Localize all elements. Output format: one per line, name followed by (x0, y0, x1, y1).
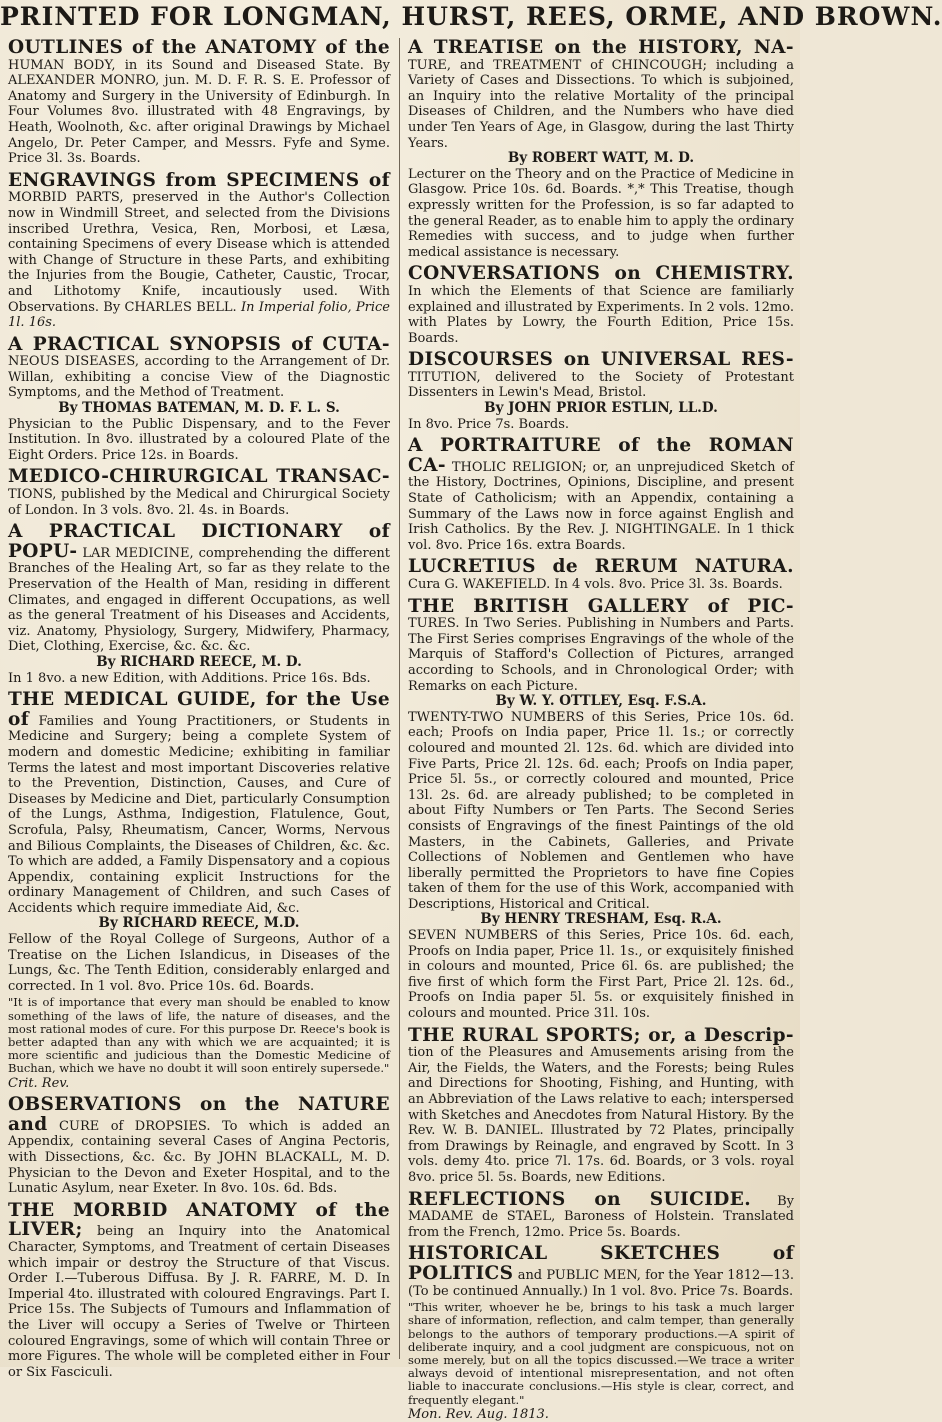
entry-body-3: The Tenth Edition, considerably enlarged and corrected. In 1 vol. 8vo. Price 10s. 6d. Boards. (8, 963, 390, 994)
advertisement-entry (8, 1095, 390, 1197)
entry-body: HUMAN BODY, in its Sound and Diseased State. By ALEXANDER MONRO, jun. M. D. F. R. S. E. Professor of Anatomy and Surgery in the University of Edinburgh. In Four Volumes 8vo. illustrated with 48 Engravings, by Heath, Woolnoth, &c. after original Drawings by Michael Angelo, Dr. Peter Camper, and Messrs. Fyfe and Syme. Price 3l. 3s. Boards. (8, 57, 390, 167)
entry-author: By RICHARD REECE, M.D. (98, 915, 300, 932)
advertisement-entry (8, 171, 390, 331)
advertisement-entry (408, 38, 794, 260)
entry-body: TIONS, published by the Medical and Chirurgical Society of London. In 3 vols. 8vo. 2l. 4s. in Boards. (8, 487, 390, 518)
entry-author-2: By HENRY TRESHAM, Esq. R.A. (480, 911, 722, 928)
advertisement-entry (408, 557, 794, 592)
entry-author: By W. Y. OTTLEY, Esq. F.S.A. (495, 693, 707, 710)
entry-price: In Imperial folio, Price 1l. 16s. (8, 299, 391, 331)
advertisement-entry (408, 1026, 794, 1186)
entry-body: CURE of DROPSIES. To which is added an Appendix, containing several Cases of Angina Pectoris, with Dissections, &c. &c. By JOHN BLACKALL, M. D. Physician to the Devon and Exeter Hospital, and to the Lunatic Asylum, near Exeter. In 8vo. 10s. 6d. Bds. (8, 1118, 390, 1197)
advertisement-entry (8, 335, 390, 464)
entry-body-3: *,* This Treatise, though expressly written for the Profession, is so far adapted to the general Reader, as to enable him to apply the ordinary Remedies with success, and to judge when further medical assistance is necessary. (408, 182, 794, 260)
entry-body-2: Physician to the Public Dispensary, and to the Fever Institution. In 8vo. illustrated by a coloured Plate of the Eight Orders. Price 12s. in Boards. (8, 416, 390, 463)
page-header: PRINTED FOR LONGMAN, HURST, REES, ORME, AND BROWN. (0, 2, 942, 31)
entry-quote: "It is of importance that every man should be enabled to know something of the laws of life, the nature of diseases, and the most rational modes of cure. For this purpose Dr. Reece's book is better adapted than any with which we are acquainted; it is more scientific and judicious than the Domestic Medicine of Buchan, which we have no doubt it will soon entirely supersede." (8, 995, 390, 1076)
entry-title: THE MORBID ANATOMY of the LIVER; (8, 1199, 390, 1241)
advertisement-entry (408, 1244, 794, 1422)
advertisement-entry (408, 597, 794, 1022)
entry-citation: Mon. Rev. Aug. 1813. (408, 1406, 549, 1422)
entry-title: DISCOURSES on UNIVERSAL RES- (408, 349, 794, 371)
left-column (8, 37, 391, 1380)
advertisement-entry (8, 1201, 390, 1381)
entry-body-2: In 1 8vo. a new Edition, with Additions. Price 16s. Bds. (8, 670, 371, 686)
entry-body: tion of the Pleasures and Amusements arising from the Air, the Fields, the Waters, and the Forests; being Rules and Directions for Shooting, Fishing, and Hunting, with an Abbreviation of the Laws relative to each; interspersed with Sketches and Anecdotes from Natural History. By the Rev. W. B. DANIEL. Illustrated by 72 Plates, principally from Drawings by Reinagle, and engraved by Scott. In 3 vols. demy 4to. price 7l. 17s. 6d. Boards, or 3 vols. royal 8vo. price 5l. 5s. Boards, new Editions. (408, 1045, 794, 1185)
entry-title: THE RURAL SPORTS; or, a Descrip- (408, 1024, 794, 1046)
advertisement-entry (8, 690, 390, 1091)
entry-title: MEDICO-CHIRURGICAL TRANSAC- (8, 466, 390, 488)
entry-title: OUTLINES of the ANATOMY of the (8, 37, 390, 58)
entry-title: A PRACTICAL DICTIONARY of POPU- (8, 521, 390, 562)
entry-body: being an Inquiry into the Anatomical Character, Symptoms, and Treatment of certain Diseases which impair or destroy the Structure of that Viscus. Order I.—Tuberous Diffusa. By J. R. FARRE, M. D. In Imperial 4to. illustrated with coloured Engravings. Part I. Price 15s. The Subjects of Tumours and Inflammation of the Liver will occupy a Series of Twelve or Thirteen coloured Engravings, some of which will contain Three or more Figures. The whole will be completed either in Four or Six Fasciculi. (8, 1224, 390, 1380)
entry-body-2: Lecturer on the Theory and on the Practice of Medicine in Glasgow. Price 10s. 6d. Boards. (408, 166, 794, 198)
entry-title: THE BRITISH GALLERY of PIC- (408, 595, 794, 617)
entry-body: LAR MEDICINE, comprehending the different Branches of the Healing Art, so far as they relate to the Preservation of the Health of Man, residing in different Climates, and engaged in different Occupations, as well as the general Treatment of his Diseases and Accidents, viz. Anatomy, Physiology, Surgery, Midwifery, Pharmacy, Diet, Clothing, Exercise, &c. &c. &c. (8, 545, 390, 655)
entry-title: REFLECTIONS on SUICIDE. (408, 1188, 752, 1210)
entry-body: TURES. In Two Series. Publishing in Numbers and Parts. The First Series comprises Engravings of the whole of the Marquis of Stafford's Collection of Pictures, arranged according to Schools, and in Chronological Order; with Remarks on each Picture. (408, 616, 794, 694)
entry-body-3: The Second Series consists of Engravings of the finest Paintings of the old Masters, in the Cabinets, Galleries, and Private Collections of Noblemen and Gentlemen who have liberally permitted the Proprietors to have fine Copies taken of them for the use of this Work, accompanied with Descriptions, Historical and Critical. (408, 803, 794, 912)
entry-body: TITUTION, delivered to the Society of Protestant Dissenters in Lewin's Mead, Bristol. (408, 369, 794, 401)
advertisement-entry (408, 350, 794, 432)
entry-body: TURE, and TREATMENT of CHINCOUGH; including a Variety of Cases and Dissections. To which is subjoined, an Inquiry into the relative Mortality of the principal Diseases of Children, and the Numbers who have died under Ten Years of Age, in Glasgow, during the last Thirty Years. (408, 57, 794, 151)
entry-author: By ROBERT WATT, M. D. (507, 150, 695, 167)
entry-author: By THOMAS BATEMAN, M. D. F. L. S. (58, 400, 340, 417)
entry-body: By MADAME de STAEL, Baroness of Holstein. Translated from the French, 12mo. Price 5s. Boards. (408, 1193, 794, 1240)
advertisement-entry (408, 436, 794, 553)
entry-title: A PRACTICAL SYNOPSIS of CUTA- (8, 333, 390, 355)
entry-title: A TREATISE on the HISTORY, NA- (408, 37, 794, 58)
entry-title: OBSERVATIONS on the NATURE and (8, 1094, 390, 1135)
entry-body-2: Fellow of the Royal College of Surgeons, Author of a Treatise on the Lichen Islandicus, in Diseases of the Lungs, &c. (8, 932, 390, 979)
entry-body: NEOUS DISEASES, according to the Arrangement of Dr. Willan, exhibiting a concise View of the Diagnostic Symptoms, and the Method of Treatment. (8, 354, 390, 401)
entry-body-4: SEVEN NUMBERS of this Series, Price 10s. 6d. each, Proofs on India paper, Price 1l. 1s., or exquisitely finished in colours and mounted, Price 6l. 6s. are published; the five first of which form the First Part, Price 2l. 12s. 6d., Proofs on India paper 5l. 5s. or exquisitely finished in colours and mounted. Price 31l. 10s. (408, 928, 794, 1022)
entry-citation: Crit. Rev. (8, 1075, 70, 1091)
entry-title: A PORTRAITURE of the ROMAN CA- (408, 435, 794, 476)
entry-body: THOLIC RELIGION; or, an unprejudiced Sketch of the History, Doctrines, Opinions, Discipline, and present State of Catholicism; with an Appendix, containing a Summary of the Laws now in force against English and Irish Catholics. By the Rev. J. NIGHTINGALE. In 1 thick vol. 8vo. Price 16s. extra Boards. (408, 459, 794, 553)
advertisement-entry (408, 1190, 794, 1241)
advertisement-entry (408, 264, 794, 346)
entry-quote: "This writer, whoever he be, brings to his task a much larger share of information, reflection, and calm temper, than generally belongs to the authors of temporary productions.—A spirit of deliberate inquiry, and a cool judgment are conspicuous, not on some merely, but on all the topics discussed.—We trace a writer always devoid of intentional misrepresentation, and not often liable to inaccurate conclusions.—His style is clear, correct, and frequently elegant." (408, 1300, 794, 1407)
advertisement-entry (8, 38, 390, 167)
column-divider (399, 38, 400, 1359)
advertisement-entry (8, 467, 390, 518)
entry-body: MORBID PARTS, preserved in the Author's Collection now in Windmill Street, and selected from the Divisions inscribed Urethra, Vesica, Ren, Morbosi, et Læsa, containing Specimens of every Disease which is attended with Change of Structure in these Parts, and exhibiting the Injuries from the Bougie, Catheter, Caustic, Trocar, and Lithotomy Knife, incautiously used. With Observations. By CHARLES BELL. (8, 190, 390, 315)
advertisement-entry (8, 522, 390, 686)
entry-body: and PUBLIC MEN, for the Year 1812—13. (To be continued Annually.) In 1 vol. 8vo. Price 7s. Boards. (408, 1267, 794, 1299)
entry-author: By RICHARD REECE, M. D. (96, 653, 302, 670)
entry-title: LUCRETIUS de RERUM NATURA. (408, 556, 794, 578)
entry-title: THE MEDICAL GUIDE, for the Use of (8, 689, 390, 730)
entry-body-2: In 8vo. Price 7s. Boards. (408, 416, 570, 432)
entry-body-2: TWENTY-TWO NUMBERS of this Series, Price 10s. 6d. each; Proofs on India paper, Price 1l. 1s.; or correctly coloured and mounted 2l. 12s. 6d. which are divided into Five Parts, Price 2l. 12s. 6d. each; Proofs on India paper, Price 5l. 5s., or correctly coloured and mounted, Price 13l. 2s. 6d. are already published; to be completed in about Fifty Numbers or Ten Parts. (408, 709, 794, 819)
entry-title: ENGRAVINGS from SPECIMENS of (8, 169, 390, 191)
entry-title: HISTORICAL SKETCHES of POLITICS (408, 1243, 794, 1284)
entry-title: CONVERSATIONS on CHEMISTRY. (408, 263, 794, 285)
entry-body: In which the Elements of that Science are familiarly explained and illustrated by Experiments. In 2 vols. 12mo. with Plates by Lowry, the Fourth Edition, Price 15s. Boards. (408, 283, 794, 346)
entry-author: By JOHN PRIOR ESTLIN, LL.D. (484, 400, 718, 417)
right-column (408, 37, 794, 1422)
entry-body: Cura G. WAKEFIELD. In 4 vols. 8vo. Price 3l. 3s. Boards. (408, 577, 783, 592)
entry-body: Families and Young Practitioners, or Students in Medicine and Surgery; being a complete System of modern and domestic Medicine; exhibiting in familiar Terms the latest and most important Discoveries relative to the Prevention, Distinction, Causes, and Cure of Diseases by Medicine and Diet, particularly Consumption of the Lungs, Asthma, Indigestion, Flatulence, Gout, Scrofula, Palsy, Rheumatism, Cancer, Worms, Nervous and Bilious Complaints, the Diseases of Children, &c. &c. To which are added, a Family Dispensatory and a copious Appendix, containing explicit Instructions for the ordinary Management of Children, and such Cases of Accidents which require immediate Aid, &c. (8, 713, 390, 916)
